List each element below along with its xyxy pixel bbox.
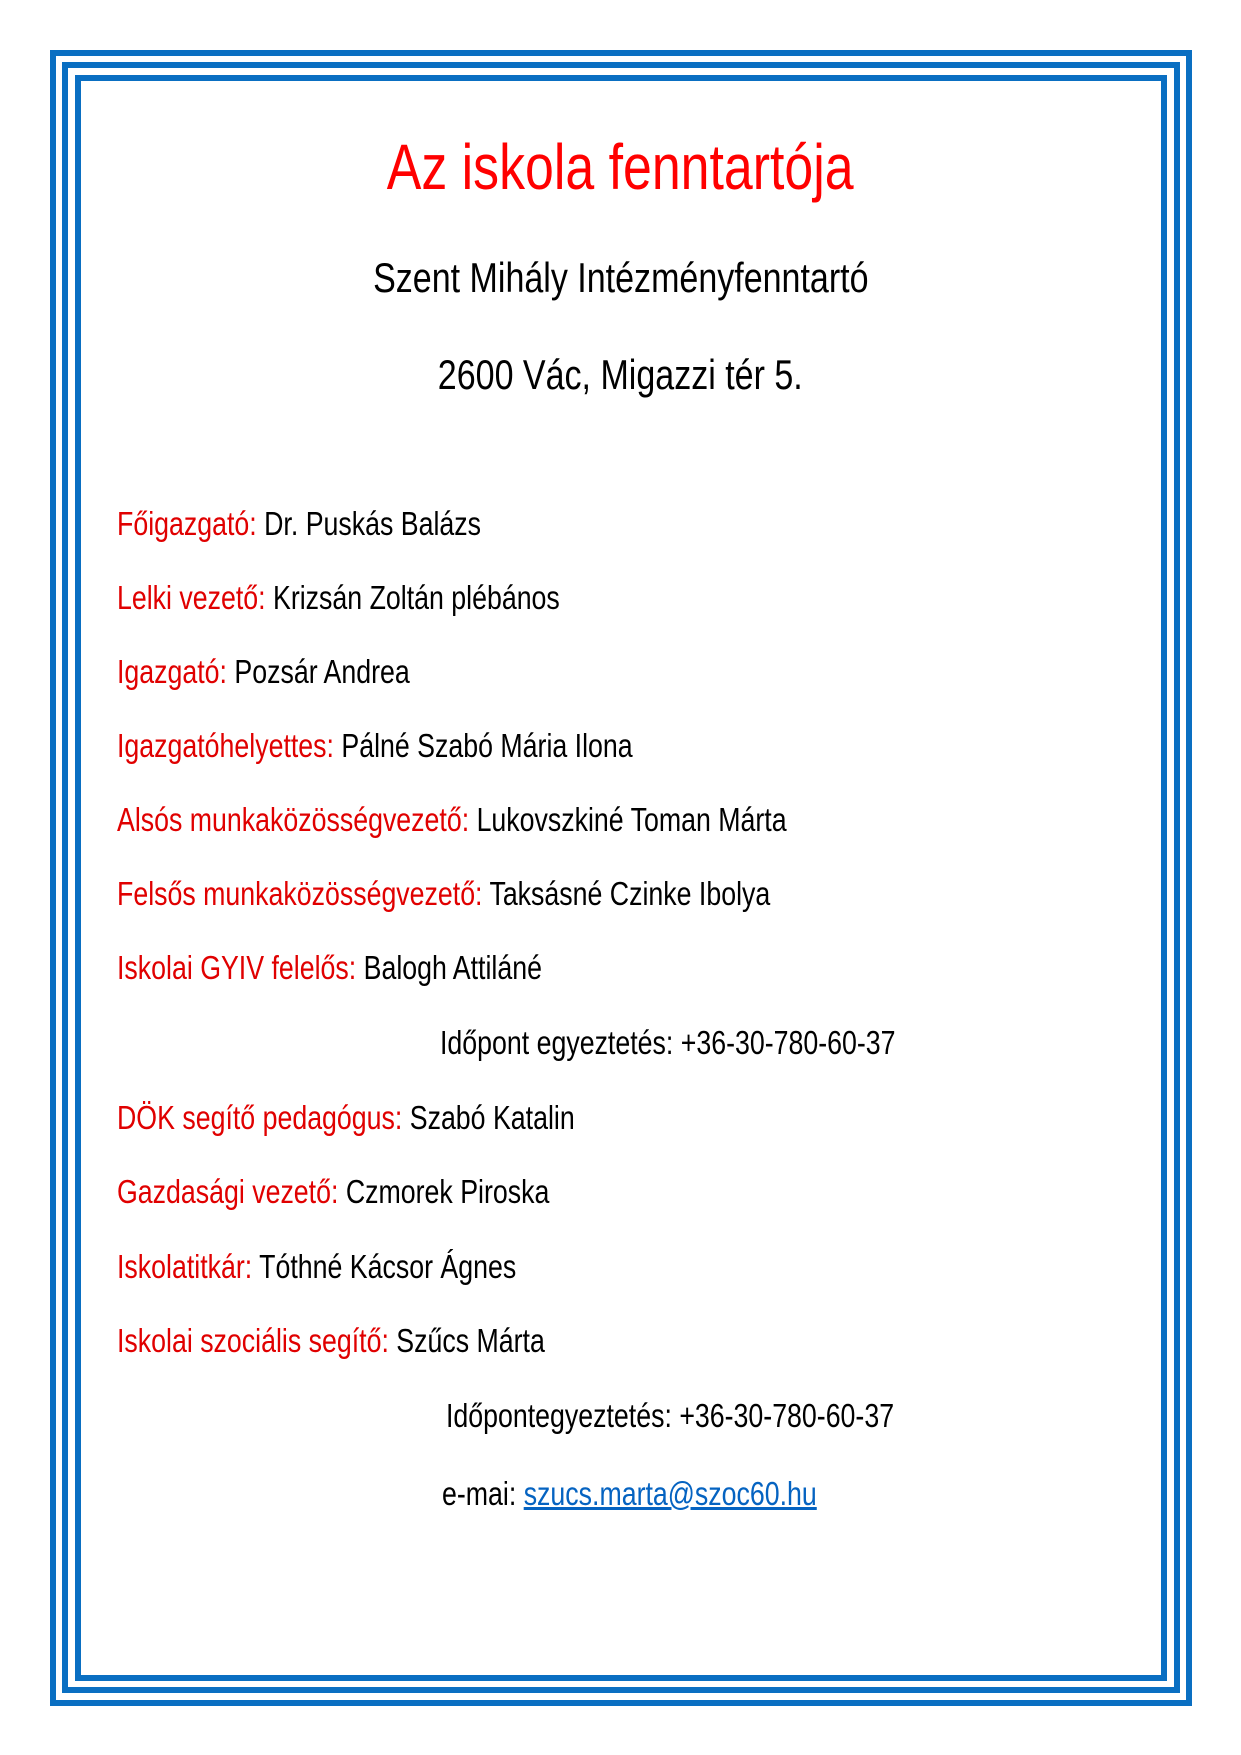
staff-name: Szabó Katalin bbox=[409, 1099, 575, 1136]
staff-row-gyiv-felelos bbox=[117, 951, 642, 984]
staff-label: Lelki vezető: bbox=[117, 579, 266, 616]
gyiv-appointment-phone: Időpont egyeztetés: +36-30-780-60-37 bbox=[440, 1024, 896, 1061]
staff-label: DÖK segítő pedagógus: bbox=[117, 1099, 403, 1136]
staff-row-dok-segito bbox=[117, 1101, 682, 1134]
page-title: Az iskola fenntartója bbox=[387, 131, 854, 203]
staff-name: Dr. Puskás Balázs bbox=[264, 505, 482, 542]
staff-label: Igazgató: bbox=[117, 653, 227, 690]
staff-row-felso-munkakozosseg bbox=[117, 877, 924, 910]
organization-address: 2600 Vác, Migazzi tér 5. bbox=[438, 351, 803, 398]
staff-name: Tóthné Kácsor Ágnes bbox=[259, 1248, 517, 1285]
social-appointment-phone: Időpontegyeztetés: +36-30-780-60-37 bbox=[446, 1397, 895, 1434]
staff-row-iskolatitkar bbox=[117, 1250, 610, 1283]
staff-label: Iskolai szociális segítő: bbox=[117, 1322, 389, 1359]
staff-row-foigazgato bbox=[117, 507, 566, 540]
staff-name: Taksásné Czinke Ibolya bbox=[489, 875, 771, 912]
staff-label: Igazgatóhelyettes: bbox=[117, 727, 334, 764]
email-link[interactable]: szucs.marta@szoc60.hu bbox=[523, 1475, 817, 1512]
staff-label: Gazdasági vezető: bbox=[117, 1173, 339, 1210]
staff-row-szocialis-segito bbox=[117, 1324, 645, 1357]
staff-name: Lukovszkiné Toman Márta bbox=[476, 801, 787, 838]
staff-row-also-munkakozosseg bbox=[117, 803, 944, 836]
staff-label: Alsós munkaközösségvezető: bbox=[117, 801, 470, 838]
staff-row-igazgatohelyettes bbox=[117, 729, 754, 762]
staff-name: Czmorek Piroska bbox=[345, 1173, 550, 1210]
email-label: e-mai: bbox=[442, 1475, 524, 1512]
staff-row-lelki-vezeto bbox=[117, 581, 664, 614]
staff-name: Szűcs Márta bbox=[396, 1322, 545, 1359]
staff-label: Iskolatitkár: bbox=[117, 1248, 253, 1285]
staff-name: Pozsár Andrea bbox=[234, 653, 410, 690]
staff-label: Főigazgató: bbox=[117, 505, 257, 542]
staff-row-gazdasagi-vezeto bbox=[117, 1175, 651, 1208]
staff-name: Krizsán Zoltán plébános bbox=[273, 579, 560, 616]
staff-name: Pálné Szabó Mária Ilona bbox=[341, 727, 633, 764]
staff-name: Balogh Attiláné bbox=[363, 949, 542, 986]
organization-name: Szent Mihály Intézményfenntartó bbox=[372, 254, 869, 301]
staff-row-igazgato bbox=[117, 655, 478, 688]
staff-label: Iskolai GYIV felelős: bbox=[117, 949, 357, 986]
email-line bbox=[442, 1477, 905, 1510]
staff-label: Felsős munkaközösségvezető: bbox=[117, 875, 483, 912]
